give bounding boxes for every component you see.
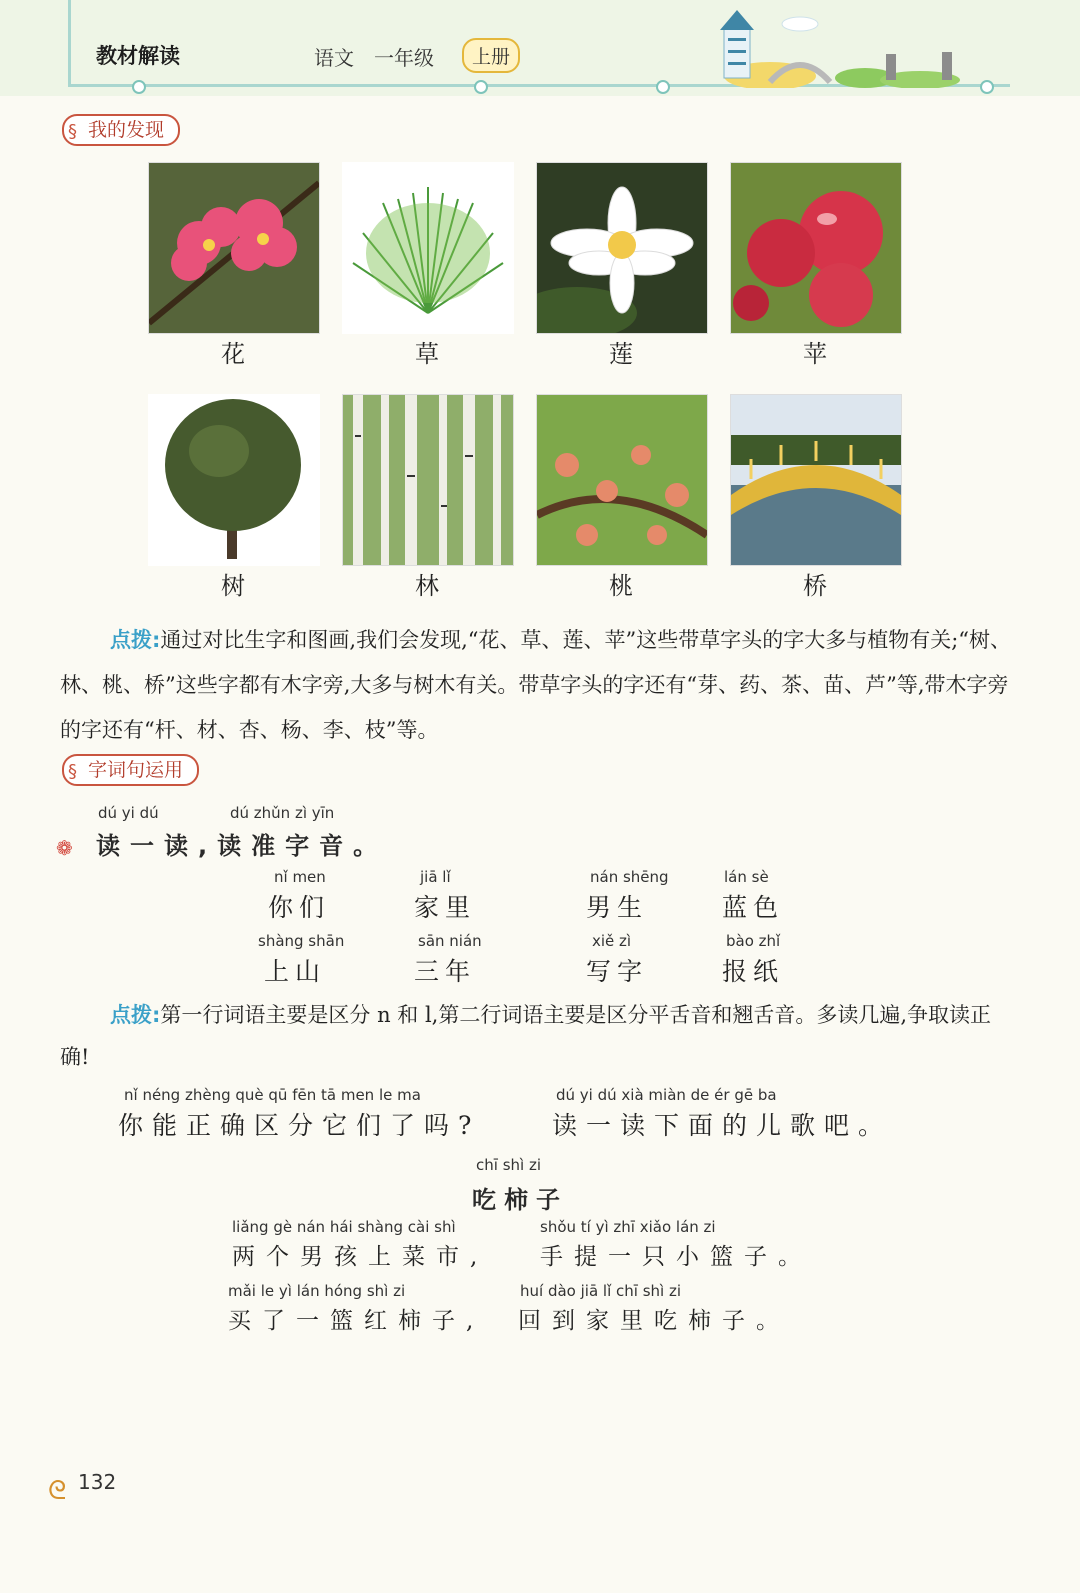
question-text: 你能正确区分它们了吗? [118,1111,481,1140]
pinyin: shàng shān [258,932,345,950]
character-label: 花 [221,340,245,368]
question-text: 读一读下面的儿歌吧。 [552,1111,893,1140]
lotus-photo [536,162,708,334]
pinyin: lán sè [724,868,769,886]
character-label: 桥 [803,572,827,600]
tip-paragraph-2 [60,994,1020,1078]
peach-photo [536,394,708,566]
section-label-usage [62,754,199,786]
poem-line: 回到家里吃柿子。 [518,1308,790,1334]
section-label-text: 字词句运用 [88,759,184,781]
word: 家里 [414,893,477,922]
pinyin: xiě zì [592,932,632,950]
pinyin: nǐ men [274,868,326,886]
task-title: 读一读,读准字音。 [96,832,388,860]
pinyin: jiā lǐ [420,868,451,886]
tree-photo [148,394,320,566]
flower-photo [148,162,320,334]
pinyin: sān nián [418,932,482,950]
bridge-photo [730,394,902,566]
section-label-discovery [62,114,180,146]
tip-text: 第一行词语主要是区分 n 和 l,第二行词语主要是区分平舌音和翘舌音。多读几遍,争取读正确! [60,1003,992,1069]
character-label: 桃 [609,572,633,600]
word: 上山 [264,957,327,986]
word: 蓝色 [722,893,785,922]
divider-dot [474,80,488,94]
pinyin: nán shēng [590,868,669,886]
pinyin: chī shì zi [476,1156,541,1174]
grass-photo [342,162,514,334]
flower-bullet-icon: ❁ [56,836,73,860]
poem-line: 两个男孩上菜市, [232,1244,489,1270]
tip-paragraph-1 [60,618,1020,753]
section-label-text: 我的发现 [88,119,165,141]
poem-line: 买了一篮红柿子, [228,1308,485,1334]
apple-photo [730,162,902,334]
swirl-ornament-icon: ᘓ [48,1476,67,1506]
pinyin: liǎng gè nán hái shàng cài shì [232,1218,456,1236]
pinyin: bào zhǐ [726,932,781,950]
word: 三年 [414,957,477,986]
divider-dot [656,80,670,94]
pinyin: dú yi dú xià miàn de ér gē ba [556,1086,777,1104]
divider-dot [132,80,146,94]
poem-title: 吃柿子 [472,1186,568,1214]
forest-photo [342,394,514,566]
page-header [0,0,1080,96]
tip-label: 点拨: [110,628,161,652]
page-number: 132 [78,1470,117,1494]
volume-badge: 上册 [462,38,520,73]
pinyin: mǎi le yì lán hóng shì zi [228,1282,406,1300]
character-label: 林 [415,572,439,600]
poem-line: 手提一只小篮子。 [540,1244,812,1270]
word: 你们 [268,893,331,922]
curl-ornament-icon: § [68,121,77,142]
pinyin: huí dào jiā lǐ chī shì zi [520,1282,681,1300]
character-label: 树 [221,572,245,600]
word: 报纸 [722,957,785,986]
pinyin: nǐ néng zhèng què qū fēn tā men le ma [124,1086,421,1104]
book-title: 教材解读 [96,44,180,68]
character-label: 莲 [609,340,633,368]
pinyin: shǒu tí yì zhī xiǎo lán zi [540,1218,716,1236]
tip-text: 通过对比生字和图画,我们会发现,“花、草、莲、苹”这些带草字头的字大多与植物有关;“树、林、桃、桥”这些字都有木字旁,大多与树木有关。带草字头的字还有“芽、药、茶、苗、芦”等,带木字旁的字还有“杆、材、杏、杨、李、枝”等。 [60,628,1012,742]
word: 写字 [586,957,649,986]
subject: 语文 [314,46,354,70]
tip-label: 点拨: [110,1003,161,1027]
pagoda-scenery-icon [690,4,1010,88]
character-label: 草 [415,340,439,368]
pinyin: dú zhǔn zì yīn [230,804,335,822]
word: 男生 [586,893,649,922]
curl-ornament-icon: § [68,761,77,782]
character-label: 苹 [803,340,827,368]
pinyin: dú yi dú [98,804,159,822]
grade: 一年级 [374,46,434,70]
header-border [68,0,71,86]
